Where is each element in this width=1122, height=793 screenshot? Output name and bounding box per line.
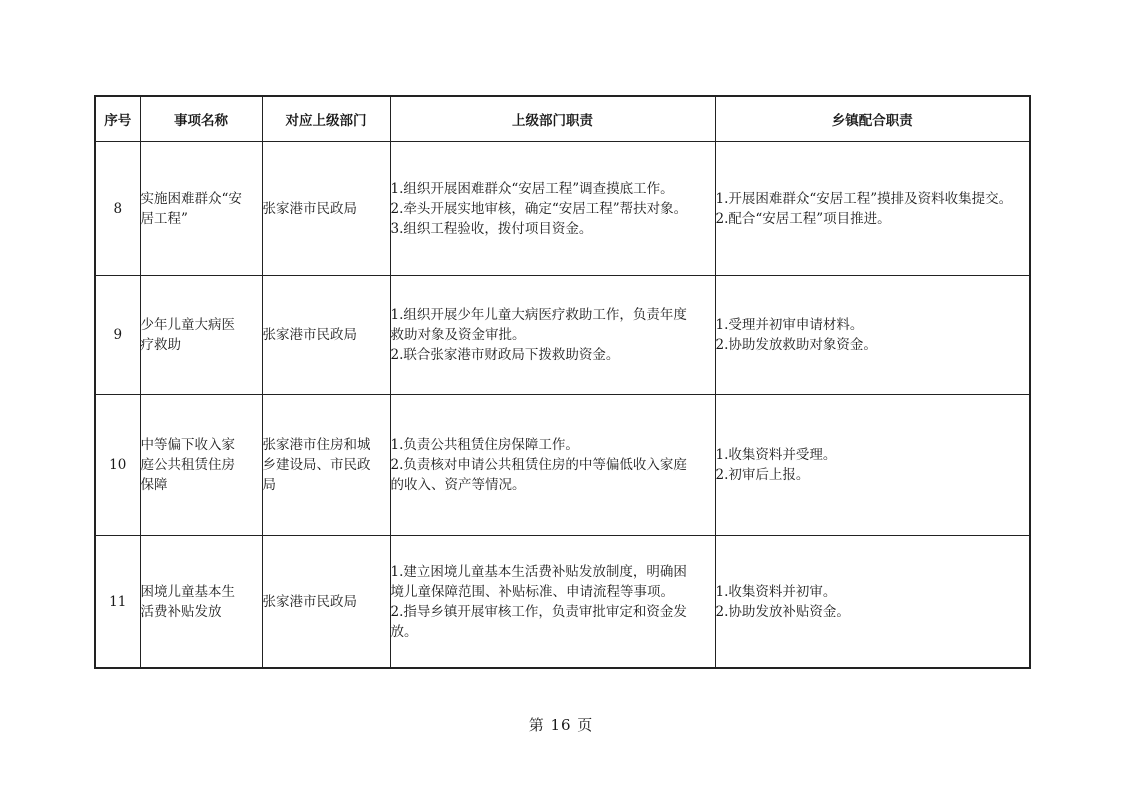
item-name-cell bbox=[140, 395, 262, 536]
upper-duty-line: 2.指导乡镇开展审核工作，负责审批审定和资金发 bbox=[390, 603, 687, 620]
row-number: 8 bbox=[95, 142, 140, 276]
item-name-cell bbox=[140, 142, 262, 276]
row-number: 10 bbox=[95, 395, 140, 536]
dept-cell bbox=[262, 395, 390, 536]
dept-line: 局 bbox=[262, 477, 276, 493]
header-no: 序号 bbox=[95, 96, 140, 142]
town-duty-line: 2.初审后上报。 bbox=[715, 467, 810, 483]
dept-cell bbox=[262, 276, 390, 395]
upper-duty-line: 1.组织开展少年儿童大病医疗救助工作，负责年度 bbox=[390, 307, 687, 323]
town-duty-line: 2.配合“安居工程”项目推进。 bbox=[715, 210, 891, 227]
dept-line: 张家港市民政局 bbox=[262, 327, 357, 343]
town-duty-line: 1.收集资料并受理。 bbox=[715, 447, 837, 463]
item-name-line: 保障 bbox=[140, 477, 168, 493]
town-duty-cell bbox=[715, 395, 1030, 536]
duty-table bbox=[94, 95, 1031, 669]
upper-duty-cell bbox=[390, 536, 715, 669]
upper-duty-line: 境儿童保障范围、补贴标准、申请流程等事项。 bbox=[390, 583, 674, 600]
dept-cell bbox=[262, 536, 390, 669]
header-town-duty: 乡镇配合职责 bbox=[715, 96, 1030, 142]
row-number: 9 bbox=[95, 276, 140, 395]
table-header-row bbox=[95, 96, 1030, 142]
town-duty-cell bbox=[715, 142, 1030, 276]
table-row bbox=[95, 536, 1030, 669]
upper-duty-line: 1.组织开展困难群众“安居工程”调查摸底工作。 bbox=[390, 180, 674, 197]
upper-duty-line: 的收入、资产等情况。 bbox=[390, 477, 526, 493]
item-name-line: 疗救助 bbox=[140, 337, 181, 353]
dept-cell bbox=[262, 142, 390, 276]
upper-duty-cell bbox=[390, 395, 715, 536]
upper-duty-line: 1.负责公共租赁住房保障工作。 bbox=[390, 437, 579, 453]
header-upper-duty: 上级部门职责 bbox=[390, 96, 715, 142]
dept-line: 乡建设局、市民政 bbox=[262, 457, 371, 473]
town-duty-line: 1.开展困难群众“安居工程”摸排及资料收集提交。 bbox=[715, 190, 1013, 207]
town-duty-cell bbox=[715, 536, 1030, 669]
town-duty-line: 2.协助发放救助对象资金。 bbox=[715, 337, 877, 353]
upper-duty-cell bbox=[390, 276, 715, 395]
item-name-line: 困境儿童基本生 bbox=[140, 583, 235, 600]
upper-duty-line: 3.组织工程验收，拨付项目资金。 bbox=[390, 220, 593, 237]
town-duty-line: 2.协助发放补贴资金。 bbox=[715, 603, 850, 620]
header-item: 事项名称 bbox=[140, 96, 262, 142]
upper-duty-cell bbox=[390, 142, 715, 276]
upper-duty-line: 2.负责核对申请公共租赁住房的中等偏低收入家庭 bbox=[390, 457, 687, 473]
table-row bbox=[95, 142, 1030, 276]
dept-line: 张家港市民政局 bbox=[262, 593, 357, 610]
item-name-line: 居工程” bbox=[140, 210, 188, 227]
dept-line: 张家港市民政局 bbox=[262, 200, 357, 217]
town-duty-line: 1.受理并初审申请材料。 bbox=[715, 317, 864, 333]
item-name-cell bbox=[140, 536, 262, 669]
item-name-line: 中等偏下收入家 bbox=[140, 437, 235, 453]
item-name-line: 活费补贴发放 bbox=[140, 603, 222, 620]
item-name-line: 庭公共租赁住房 bbox=[140, 457, 235, 473]
item-name-cell bbox=[140, 276, 262, 395]
upper-duty-line: 2.联合张家港市财政局下拨救助资金。 bbox=[390, 347, 620, 363]
upper-duty-line: 救助对象及资金审批。 bbox=[390, 327, 526, 343]
table-row bbox=[95, 276, 1030, 395]
row-number: 11 bbox=[95, 536, 140, 669]
dept-line: 张家港市住房和城 bbox=[262, 437, 371, 453]
header-dept: 对应上级部门 bbox=[262, 96, 390, 142]
item-name-line: 少年儿童大病医 bbox=[140, 317, 235, 333]
town-duty-cell bbox=[715, 276, 1030, 395]
upper-duty-line: 1.建立困境儿童基本生活费补贴发放制度，明确困 bbox=[390, 563, 687, 580]
town-duty-line: 1.收集资料并初审。 bbox=[715, 583, 837, 600]
upper-duty-line: 放。 bbox=[390, 623, 418, 640]
upper-duty-line: 2.牵头开展实地审核，确定“安居工程”帮扶对象。 bbox=[390, 200, 688, 217]
table-row bbox=[95, 395, 1030, 536]
page-number: 第 16 页 bbox=[528, 716, 594, 734]
item-name-line: 实施困难群众“安 bbox=[140, 190, 242, 207]
